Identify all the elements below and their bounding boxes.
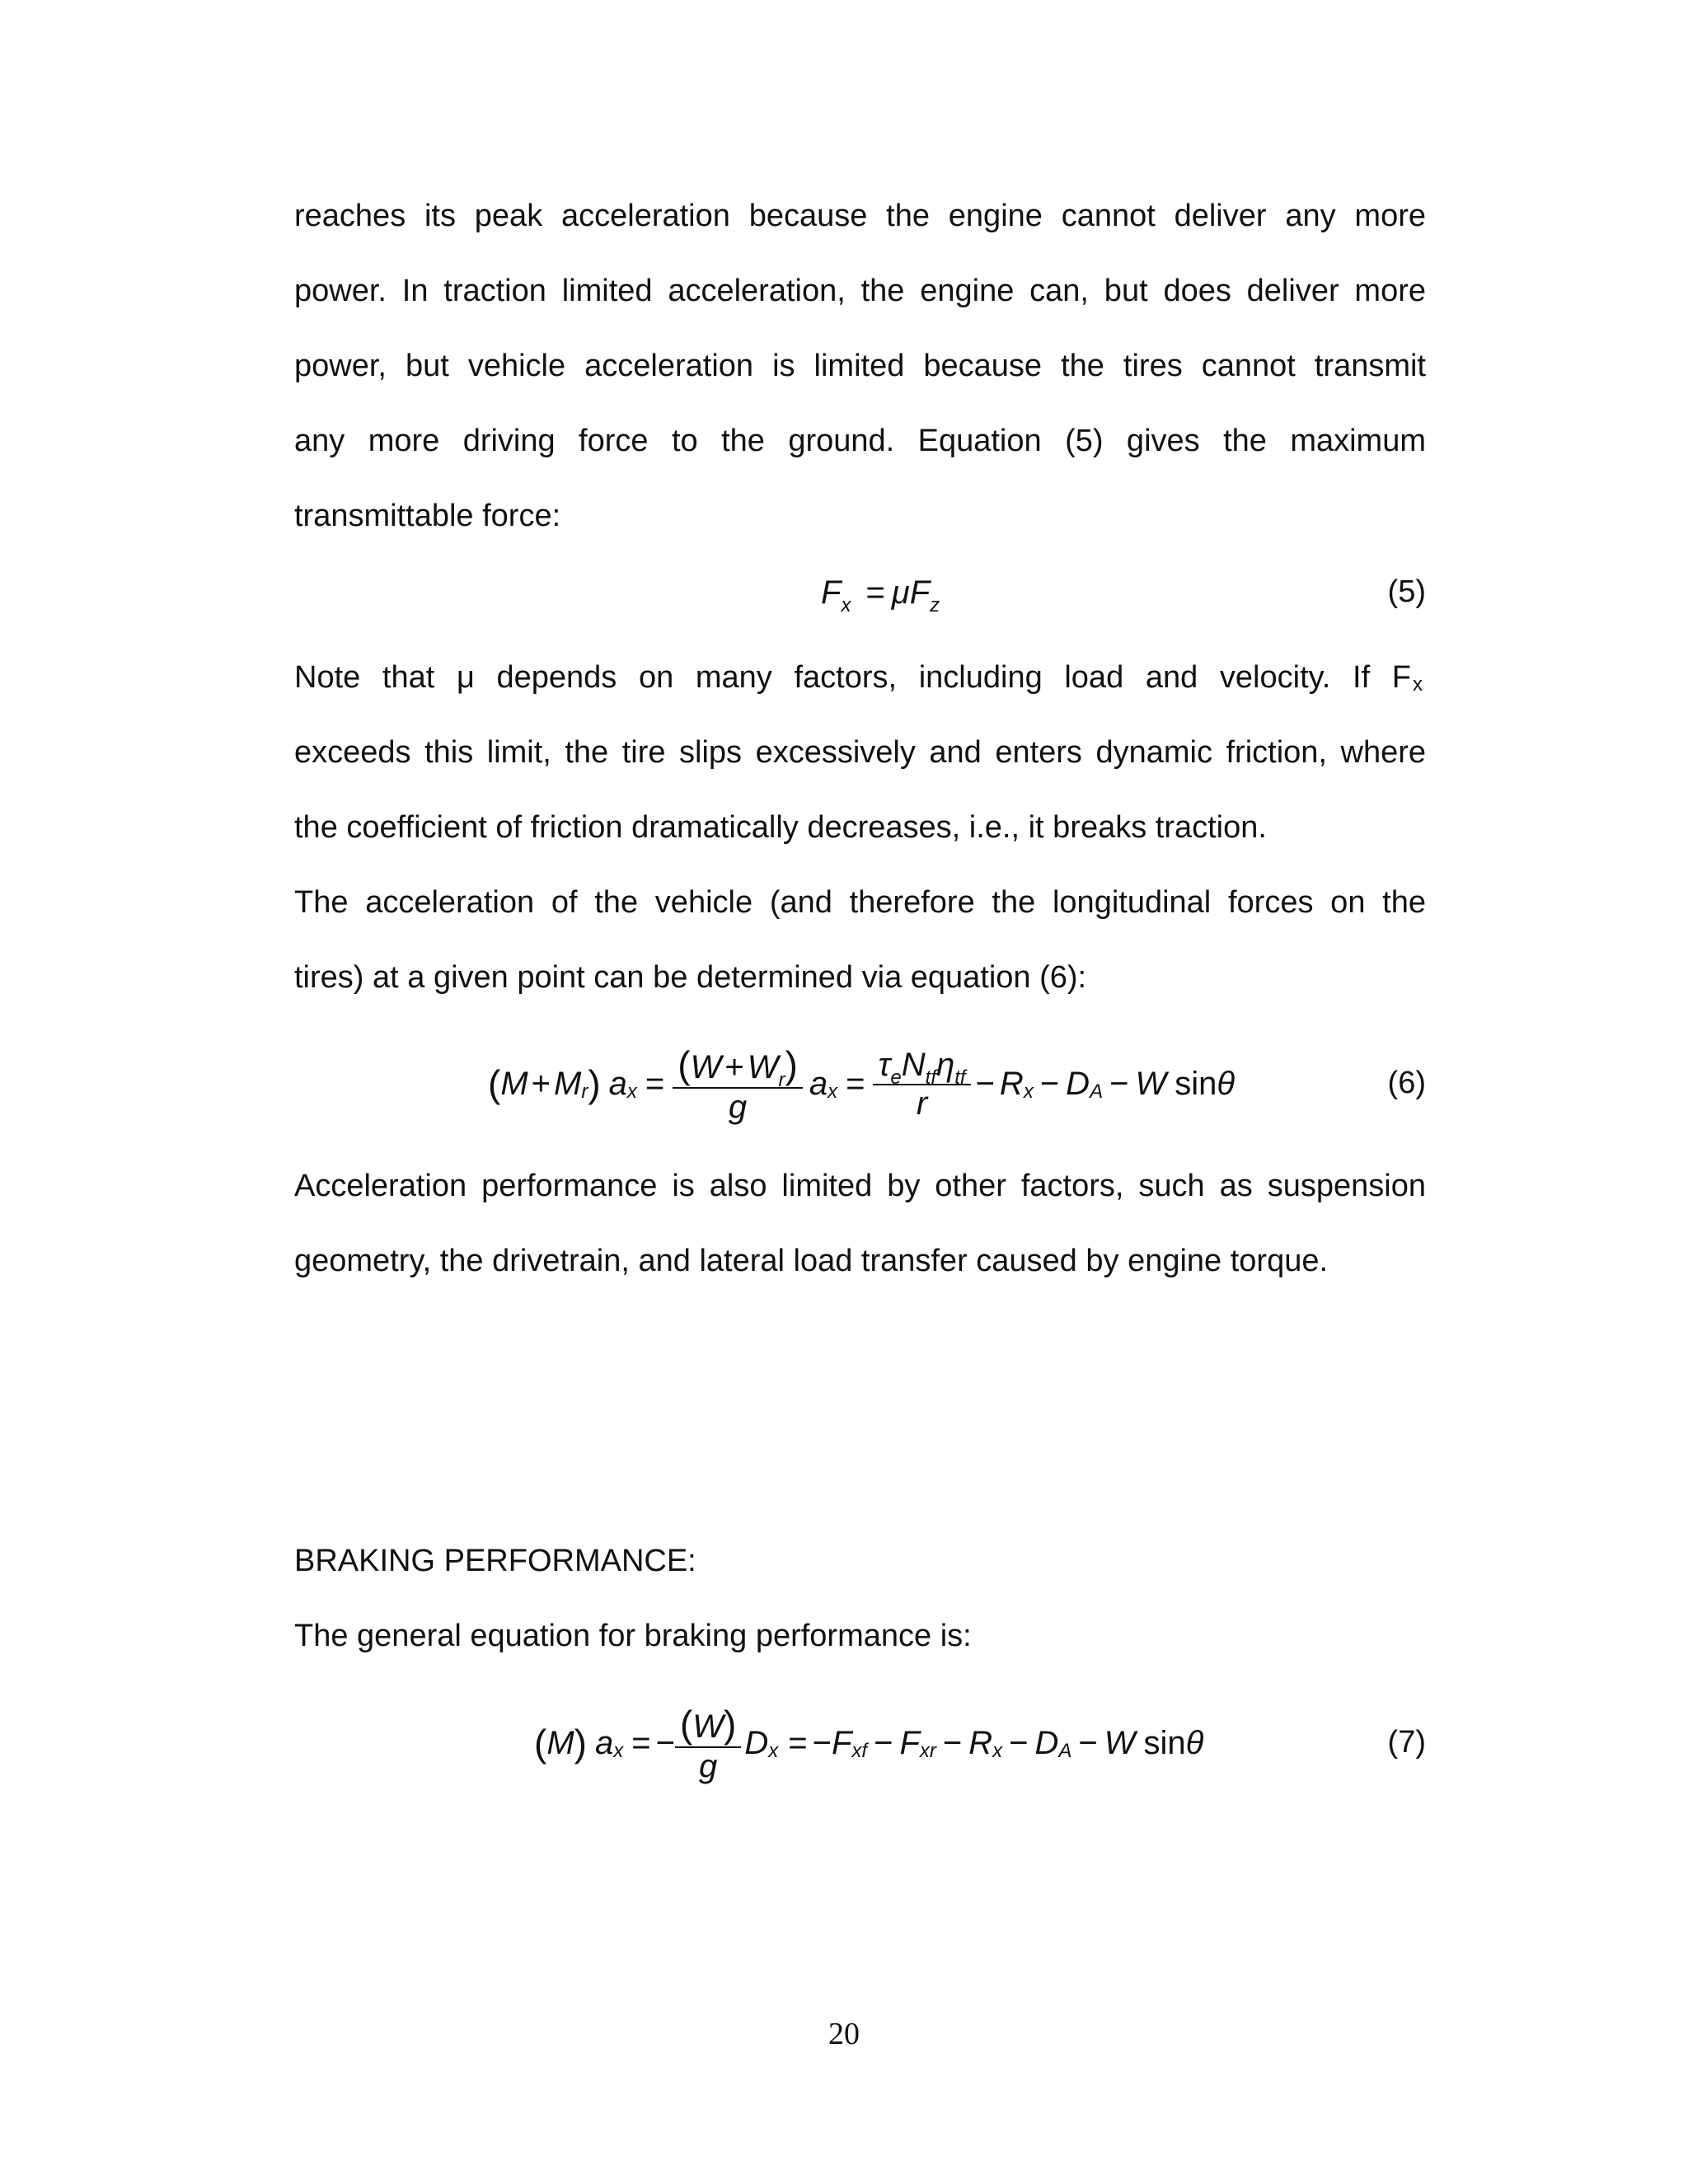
paragraph-line: The general equation for braking performance is: bbox=[294, 1619, 972, 1653]
equation-5-body bbox=[821, 573, 940, 616]
eq5-lhs: F bbox=[821, 574, 842, 611]
paragraph-line: the coefficient of friction dramatically decreases, i.e., it breaks traction. bbox=[294, 810, 1267, 845]
equation-number: (7) bbox=[1387, 1725, 1426, 1760]
eq6-R: R bbox=[999, 1065, 1024, 1102]
equation-number: (6) bbox=[1387, 1066, 1426, 1100]
eq5-mu: μ bbox=[891, 574, 910, 611]
eq7-paren: ) bbox=[574, 1722, 587, 1765]
eq6-R-sub: x bbox=[1023, 1080, 1034, 1103]
eq7-fraction bbox=[675, 1702, 741, 1785]
eq5-rhs-sub: z bbox=[930, 594, 940, 616]
eq6-Wr: W bbox=[747, 1048, 779, 1085]
eq7-R-sub: x bbox=[992, 1740, 1003, 1762]
equation-number: (5) bbox=[1387, 574, 1426, 609]
paragraph-line bbox=[294, 659, 1411, 696]
eq7-paren: ) bbox=[724, 1702, 737, 1746]
eq6-N-sub: tf bbox=[925, 1066, 936, 1089]
eq6-tau-sub: e bbox=[890, 1066, 902, 1089]
eq7-minus: − bbox=[812, 1724, 832, 1761]
page-number: 20 bbox=[828, 2017, 860, 2051]
eq6-fraction-2 bbox=[873, 1045, 970, 1122]
eq6-D-sub: A bbox=[1090, 1080, 1104, 1103]
fx-subscript: x bbox=[1413, 673, 1423, 696]
eq6-D: D bbox=[1066, 1065, 1090, 1102]
eq6-W: W bbox=[1135, 1065, 1167, 1102]
eq5-lhs-sub: x bbox=[841, 594, 851, 616]
eq6-N: N bbox=[901, 1047, 926, 1083]
eq6-plus: + bbox=[531, 1065, 551, 1102]
equation-5 bbox=[0, 571, 1688, 621]
paragraph-line: transmittable force: bbox=[294, 499, 561, 533]
paragraph-line: power. In traction limited acceleration, the engine can, but does deliver more bbox=[294, 274, 1426, 308]
eq5-equals: = bbox=[865, 574, 885, 611]
eq7-R: R bbox=[968, 1724, 993, 1761]
eq7-D: D bbox=[1034, 1724, 1059, 1761]
eq6-eta: η bbox=[936, 1047, 955, 1083]
paragraph-line: tires) at a given point can be determined via equation (6): bbox=[294, 960, 1087, 995]
eq7-D-sub: A bbox=[1058, 1740, 1072, 1762]
eq6-equals: = bbox=[846, 1065, 865, 1102]
eq6-theta: θ bbox=[1217, 1065, 1236, 1102]
eq6-a: a bbox=[809, 1065, 828, 1102]
eq6-Mr-sub: r bbox=[581, 1080, 588, 1103]
eq6-minus: − bbox=[975, 1065, 995, 1102]
eq7-minus: − bbox=[1009, 1724, 1029, 1761]
eq6-a: a bbox=[608, 1065, 627, 1102]
eq7-minus: − bbox=[655, 1724, 675, 1761]
eq7-M: M bbox=[546, 1724, 574, 1761]
eq6-a-sub: x bbox=[828, 1080, 838, 1103]
equation-6 bbox=[0, 1034, 1688, 1133]
paragraph-line: geometry, the drivetrain, and lateral load transfer caused by engine torque. bbox=[294, 1244, 1329, 1278]
paragraph-text: Note that μ depends on many factors, including load and velocity. If F bbox=[294, 660, 1411, 695]
eq6-fraction-1 bbox=[673, 1043, 803, 1126]
eq7-a-sub: x bbox=[613, 1740, 624, 1762]
eq7-equals: = bbox=[788, 1724, 808, 1761]
eq6-g: g bbox=[728, 1088, 748, 1125]
eq7-equals: = bbox=[631, 1724, 651, 1761]
eq6-sin: sin bbox=[1175, 1065, 1217, 1102]
eq6-paren: ) bbox=[785, 1043, 798, 1086]
eq7-sin: sin bbox=[1143, 1724, 1186, 1761]
eq7-D: D bbox=[744, 1724, 769, 1761]
eq6-Mr: M bbox=[554, 1065, 582, 1102]
eq7-minus: − bbox=[1078, 1724, 1098, 1761]
eq6-W: W bbox=[690, 1048, 722, 1085]
paragraph-line: The acceleration of the vehicle (and therefore the longitudinal forces on the bbox=[294, 885, 1426, 920]
eq6-eta-sub: tf bbox=[954, 1066, 966, 1089]
eq6-r: r bbox=[916, 1085, 928, 1122]
eq6-paren: ) bbox=[588, 1062, 601, 1105]
eq7-paren: ( bbox=[534, 1722, 547, 1765]
paragraph-line: Acceleration performance is also limited by other factors, such as suspension bbox=[294, 1169, 1426, 1203]
eq7-F: F bbox=[831, 1724, 852, 1761]
eq7-D-sub: x bbox=[768, 1740, 779, 1762]
paragraph-line: exceeds this limit, the tire slips excessively and enters dynamic friction, where bbox=[294, 735, 1426, 770]
equation-6-body bbox=[488, 1034, 1235, 1133]
eq7-theta: θ bbox=[1185, 1724, 1204, 1761]
eq6-equals: = bbox=[645, 1065, 665, 1102]
eq7-F-sub: xf bbox=[851, 1740, 868, 1762]
eq7-minus: − bbox=[874, 1724, 893, 1761]
eq7-W: W bbox=[692, 1708, 724, 1745]
eq5-rhs: F bbox=[909, 574, 931, 611]
eq7-W: W bbox=[1104, 1724, 1136, 1761]
eq7-F-sub: xr bbox=[919, 1740, 936, 1762]
eq6-tau: τ bbox=[878, 1047, 891, 1083]
eq7-a: a bbox=[594, 1724, 614, 1761]
section-heading-text: BRAKING PERFORMANCE: bbox=[294, 1544, 696, 1578]
paragraph-line: power, but vehicle acceleration is limited because the tires cannot transmit bbox=[294, 349, 1426, 383]
paragraph-line: any more driving force to the ground. Equation (5) gives the maximum bbox=[294, 424, 1426, 458]
eq7-paren: ( bbox=[679, 1702, 693, 1746]
equation-7 bbox=[0, 1694, 1688, 1793]
eq6-Wr-sub: r bbox=[778, 1068, 785, 1091]
eq6-minus: − bbox=[1109, 1065, 1129, 1102]
eq7-g: g bbox=[699, 1747, 718, 1784]
equation-7-body bbox=[534, 1694, 1203, 1793]
eq6-paren: ( bbox=[488, 1062, 501, 1105]
eq7-F: F bbox=[899, 1724, 920, 1761]
eq7-minus: − bbox=[942, 1724, 963, 1761]
eq6-M: M bbox=[500, 1065, 528, 1102]
eq6-minus: − bbox=[1039, 1065, 1060, 1102]
paragraph-line: reaches its peak acceleration because the engine cannot deliver any more bbox=[294, 199, 1426, 233]
eq6-paren: ( bbox=[678, 1043, 691, 1086]
eq6-plus: + bbox=[724, 1048, 744, 1085]
eq6-a-sub: x bbox=[626, 1080, 637, 1103]
